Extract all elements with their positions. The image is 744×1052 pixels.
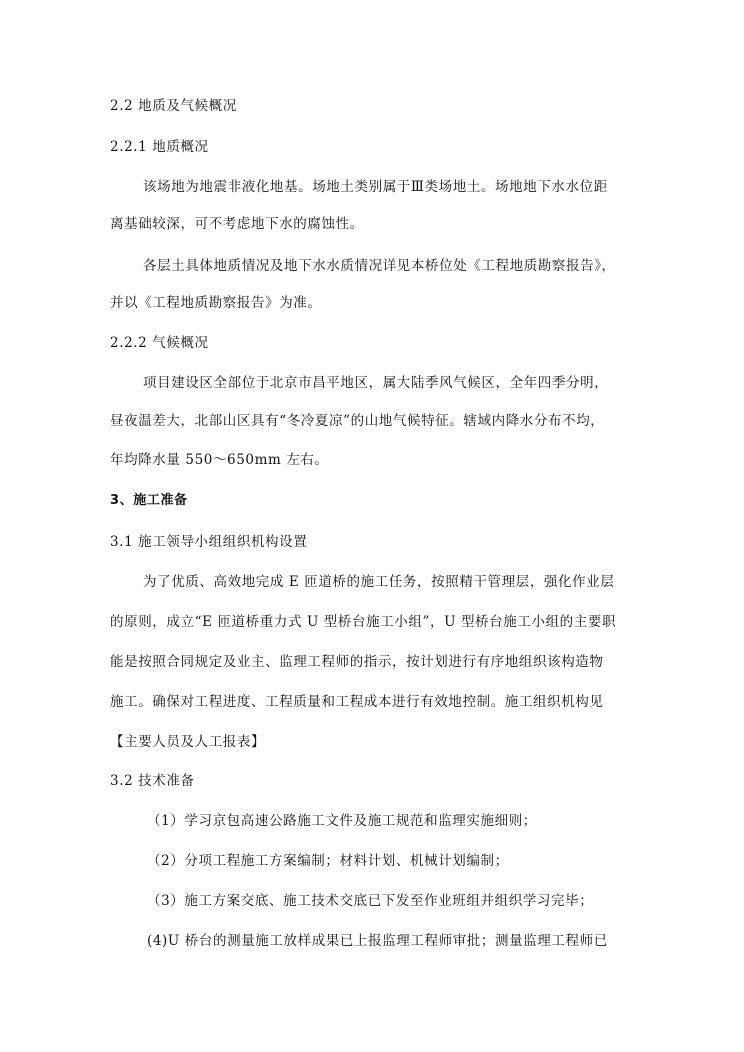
- list-item-4: (4)U 桥台的测量施工放样成果已上报监理工程师审批；测量监理工程师已: [147, 933, 608, 949]
- paragraph-team-line-4: 施工。确保对工程进度、工程质量和工程成本进行有效地控制。施工组织机构见: [110, 694, 604, 710]
- paragraph-team-line-5: 【主要人员及人工报表】: [110, 734, 266, 750]
- heading-3: 3、施工准备: [110, 493, 188, 508]
- heading-2-2-1: 2.2.1 地质概况: [110, 139, 209, 155]
- heading-2-2: 2.2 地质及气候概况: [110, 98, 237, 114]
- list-item-1: （1）学习京包高速公路施工文件及施工规范和监理实施细则；: [147, 813, 537, 829]
- paragraph-climate-line-3: 年均降水量 550～650mm 左右。: [110, 452, 329, 468]
- paragraph-team-line-2: 的原则，成立“E 匝道桥重力式 U 型桥台施工小组”，U 型桥台施工小组的主要职: [110, 614, 617, 630]
- paragraph-geology-line-1: 该场地为地震非液化地基。场地土类别属于Ⅲ类场地土。场地地下水水位距: [143, 179, 608, 195]
- paragraph-geology-line-2: 离基础较深，可不考虑地下水的腐蚀性。: [110, 216, 364, 232]
- paragraph-climate-line-1: 项目建设区全部位于北京市昌平地区，属大陆季风气候区，全年四季分明，: [143, 375, 609, 391]
- paragraph-team-line-1: 为了优质、高效地完成 E 匝道桥的施工任务，按照精干管理层，强化作业层: [143, 574, 615, 590]
- paragraph-soil-line-1: 各层土具体地质情况及地下水水质情况详见本桥位处《工程地质勘察报告》，: [143, 258, 616, 274]
- paragraph-climate-line-2: 昼夜温差大，北部山区具有“冬冷夏凉”的山地气候特征。辖域内降水分布不均，: [110, 413, 605, 429]
- paragraph-team-line-3: 能是按照合同规定及业主、监理工程师的指示，按计划进行有序地组织该构造物: [110, 654, 604, 670]
- heading-2-2-2: 2.2.2 气候概况: [110, 335, 209, 351]
- heading-3-1: 3.1 施工领导小组组织机构设置: [110, 534, 308, 550]
- heading-3-2: 3.2 技术准备: [110, 773, 195, 789]
- list-item-3: （3）施工方案交底、施工技术交底已下发至作业班组并组织学习完毕；: [147, 893, 594, 909]
- paragraph-soil-line-2: 并以《工程地质勘察报告》为准。: [110, 295, 322, 311]
- list-item-2: （2）分项工程施工方案编制；材料计划、机械计划编制；: [147, 853, 509, 869]
